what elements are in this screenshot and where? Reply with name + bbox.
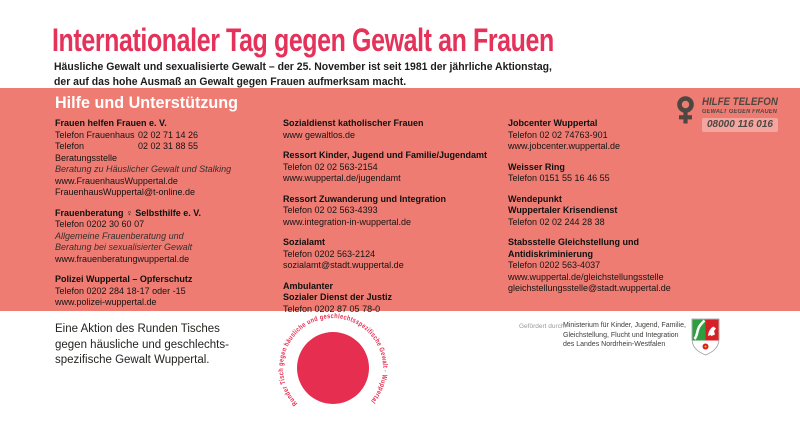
stamp-ring-text: Runder Tisch gegen häusliche und geschlechtsspezifische Gewalt · Wuppertal bbox=[277, 313, 389, 407]
contact-entry bbox=[55, 118, 277, 199]
info-line: www.jobcenter.wuppertal.de bbox=[508, 141, 621, 151]
ministry-line-3: des Landes Nordrhein-Westfalen bbox=[563, 341, 666, 349]
hotline-tagline: GEWALT GEGEN FRAUEN bbox=[702, 109, 778, 115]
stamp-circle bbox=[297, 332, 369, 404]
action-line-3: spezifische Gewalt Wuppertal. bbox=[55, 354, 210, 366]
action-line-1: Eine Aktion des Runden Tisches bbox=[55, 323, 220, 335]
info-line: Telefon 0202 87 05 78-0 bbox=[283, 303, 381, 314]
contacts-column-1 bbox=[55, 118, 277, 318]
contact-entry bbox=[55, 274, 277, 309]
action-line-2: gegen häusliche und geschlechts- bbox=[55, 338, 229, 351]
contact-entry bbox=[508, 237, 718, 295]
info-line: www.wuppertal.de/jugendamt bbox=[283, 173, 401, 183]
info-line: Telefon 0202 30 60 07 bbox=[55, 219, 145, 229]
info-line: Ressort Zuwanderung und Integration bbox=[283, 193, 447, 204]
info-line: Telefon Frauenhaus 02 02 71 14 26 bbox=[55, 129, 199, 140]
info-line: Telefon Beratungsstelle 02 02 31 88 55 bbox=[55, 141, 199, 163]
info-line: Sozialer Dienst der Justiz bbox=[283, 292, 393, 302]
info-line: www gewaltlos.de bbox=[283, 129, 356, 140]
contact-entry bbox=[283, 194, 501, 229]
info-line: Telefon 0202 563-2124 bbox=[283, 248, 376, 259]
info-line: www.frauenberatungwuppertal.de bbox=[55, 253, 190, 264]
info-line: Beratung bei sexualisierter Gewalt bbox=[55, 242, 193, 252]
info-line: www.FrauenhausWuppertal.de bbox=[55, 175, 178, 186]
contacts-column-2 bbox=[283, 118, 501, 324]
info-line: Allgemeine Frauenberatung und bbox=[55, 230, 184, 241]
info-line: Telefon 02 02 244 28 38 bbox=[508, 216, 605, 227]
info-line: Frauen helfen Frauen e. V. bbox=[55, 118, 167, 128]
ministry-line-2: Gleichstellung, Flucht und Integration bbox=[563, 331, 679, 339]
lippe-rose-center bbox=[705, 346, 707, 348]
contacts-column-3 bbox=[508, 118, 718, 304]
panel-heading: Hilfe und Unterstützung bbox=[55, 93, 239, 112]
info-line: sozialamt@stadt.wuppertal.de bbox=[283, 260, 404, 270]
action-statement bbox=[55, 322, 229, 369]
contact-entry bbox=[283, 118, 501, 141]
info-line: www.polizei-wuppertal.de bbox=[55, 297, 157, 307]
info-line: Antidiskriminierung bbox=[508, 248, 594, 259]
info-line: www.integration-in-wuppertal.de bbox=[283, 216, 412, 227]
info-line: Frauenberatung ♀ Selbsthilfe e. V. bbox=[55, 207, 201, 218]
contact-entry bbox=[508, 162, 718, 185]
info-line: Telefon 0202 563-4037 bbox=[508, 260, 601, 270]
info-line: Polizei Wuppertal – Opferschutz bbox=[55, 274, 193, 284]
info-line: Sozialdienst katholischer Frauen bbox=[283, 118, 424, 128]
contact-entry bbox=[508, 118, 718, 153]
info-line: FrauenhausWuppertal@t-online.de bbox=[55, 187, 196, 197]
subtitle-line-2: der auf das hohe Ausmaß an Gewalt gegen Frauen aufmerksam macht. bbox=[54, 76, 407, 88]
info-line: Telefon 0202 284 18-17 oder -15 bbox=[55, 285, 186, 296]
ministry-text bbox=[563, 321, 686, 350]
contact-entry bbox=[508, 194, 718, 229]
contact-entry bbox=[283, 237, 501, 272]
runder-tisch-stamp bbox=[271, 306, 395, 430]
info-line: Wuppertaler Krisendienst bbox=[508, 205, 618, 215]
page-subtitle bbox=[54, 60, 552, 90]
info-line: Jobcenter Wuppertal bbox=[508, 118, 598, 128]
page-title: Internationaler Tag gegen Gewalt an Frauen bbox=[52, 22, 554, 58]
info-line: Telefon 02 02 563-4393 bbox=[283, 205, 378, 215]
info-line: Telefon 02 02 74763-901 bbox=[508, 129, 608, 140]
nrw-coat-of-arms bbox=[691, 318, 720, 356]
contact-entry bbox=[283, 150, 501, 185]
info-line: Telefon 02 02 563-2154 bbox=[283, 161, 378, 172]
help-panel bbox=[0, 88, 800, 314]
info-line: Ambulanter bbox=[283, 280, 334, 291]
funded-by-label: Gefördert durch: bbox=[519, 323, 567, 330]
ministry-line-1: Ministerium für Kinder, Jugend, Familie, bbox=[563, 322, 686, 329]
hotline-name: HILFE TELEFON bbox=[702, 96, 778, 108]
info-line: gleichstellungsstelle@stadt.wuppertal.de bbox=[508, 283, 671, 293]
info-line: Wendepunkt bbox=[508, 193, 562, 204]
info-line: Weisser Ring bbox=[508, 161, 565, 172]
info-line: Telefon 0151 55 16 46 55 bbox=[508, 173, 610, 183]
info-line: Stabsstelle Gleichstellung und bbox=[508, 237, 640, 247]
info-line: Sozialamt bbox=[283, 237, 326, 247]
contact-entry bbox=[55, 208, 277, 266]
info-line: Beratung zu Häuslicher Gewalt und Stalking bbox=[55, 164, 232, 174]
hotline-number-badge: 08000 116 016 bbox=[702, 118, 778, 132]
info-line: Ressort Kinder, Jugend und Familie/Jugendamt bbox=[283, 150, 488, 160]
subtitle-line-1: Häusliche Gewalt und sexualisierte Gewalt – der 25. November ist seit 1981 der jährliche Aktionstag, bbox=[54, 61, 552, 73]
info-line: www.wuppertal.de/gleichstellungsstelle bbox=[508, 271, 664, 282]
